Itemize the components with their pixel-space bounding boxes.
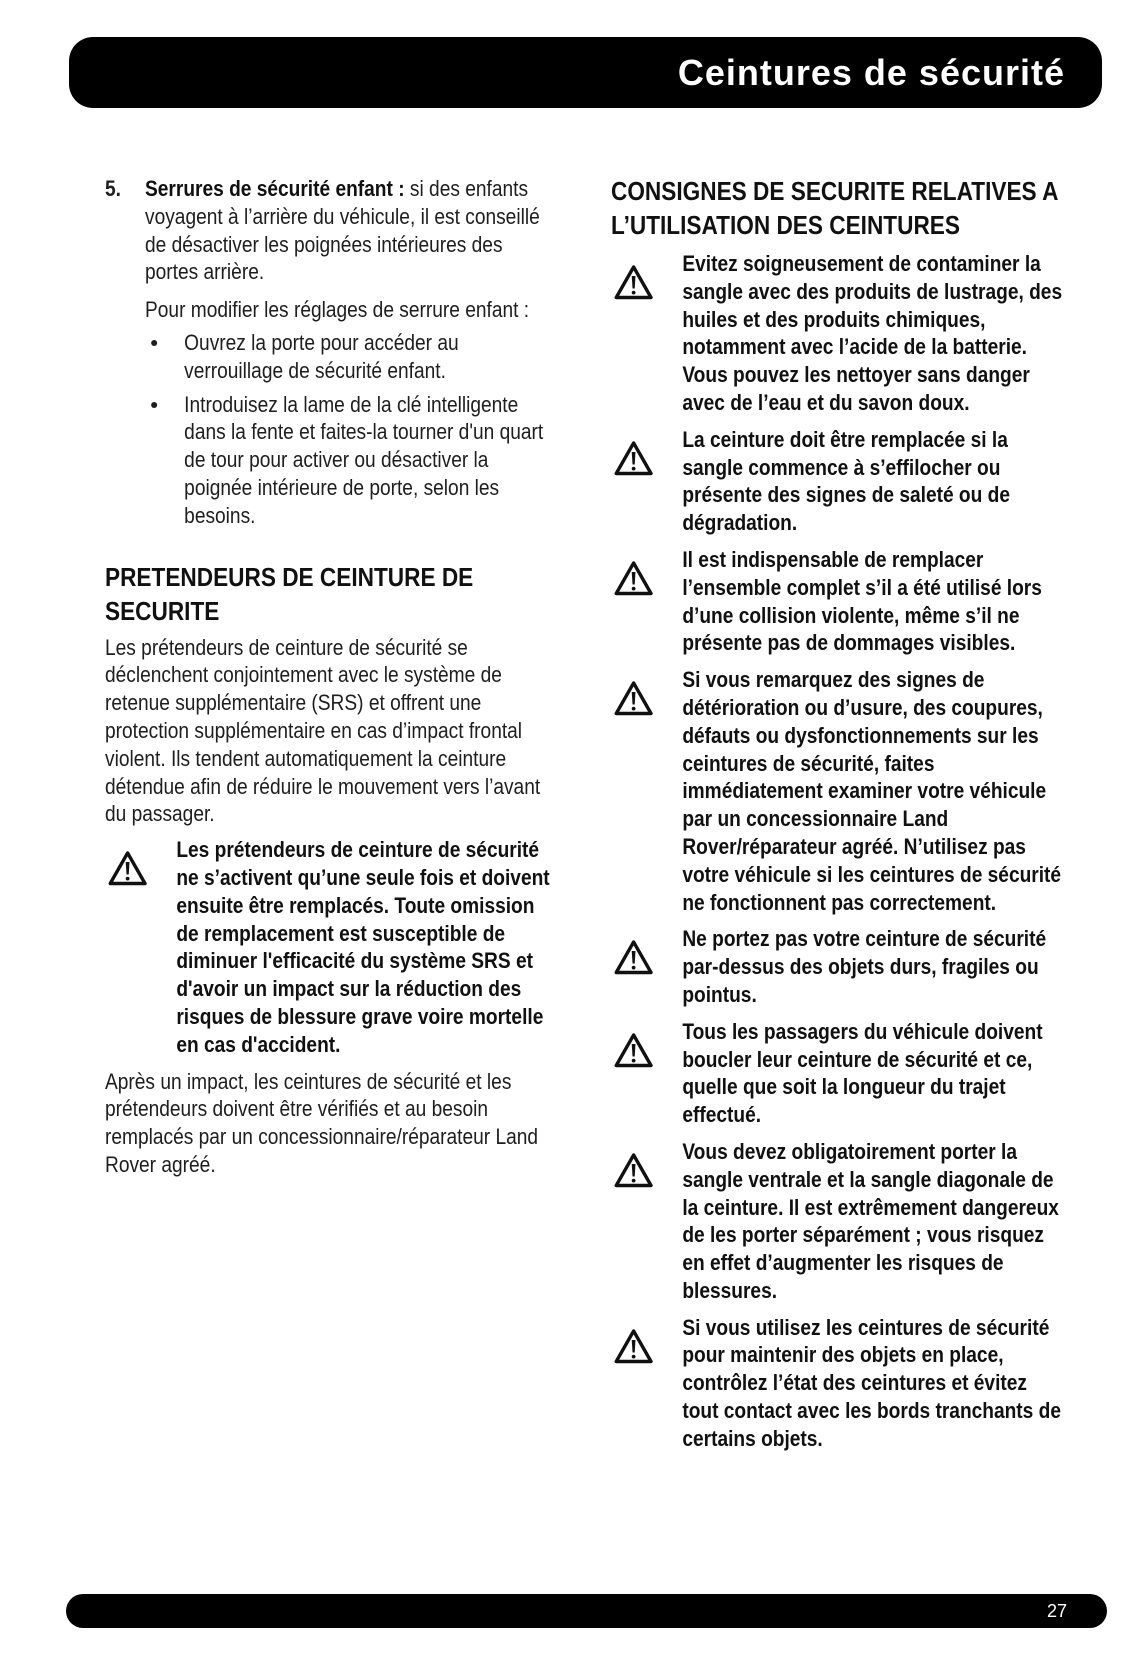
warning-note — [611, 1138, 1066, 1305]
warning-text: Evitez soigneusement de contaminer la sangle avec des produits de lustrage, des huiles et des produits chimiques, notamment avec l’acide de la batterie. Vous pouvez les nettoyer sans danger avec de l’eau et du savon doux. — [682, 251, 1063, 415]
warning-note — [611, 1314, 1066, 1453]
warning-note — [611, 426, 1066, 537]
after-impact-text: Après un impact, les ceintures de sécurité et les prétendeurs doivent être vérifiés et au besoin remplacés par un concessionnaire/réparateur Land Rover agréé. — [105, 1068, 539, 1177]
warning-text: Tous les passagers du véhicule doivent boucler leur ceinture de sécurité et ce, quelle que soit la longueur du trajet effectué. — [682, 1018, 1043, 1128]
warning-text: La ceinture doit être remplacée si la sangle commence à s’effilocher ou présente des signes de saleté ou de dégradation. — [682, 426, 1010, 536]
bullet-dot-icon — [151, 402, 157, 408]
page-title: Ceintures de sécurité — [677, 52, 1065, 93]
warning-triangle-icon — [613, 679, 655, 717]
header-bar — [69, 37, 1102, 108]
warning-text: Si vous utilisez les ceintures de sécurité pour maintenir des objets en place, contrôlez l’état des ceintures et évitez tout contact avec les bords tranchants de certains objets. — [682, 1314, 1061, 1451]
item-number: 5. — [105, 176, 121, 201]
page-number: 27 — [1046, 1601, 1067, 1621]
bullet-item — [105, 329, 560, 385]
warning-triangle-icon — [613, 1151, 655, 1189]
numbered-item-5 — [105, 175, 560, 286]
item-text: si des enfants voyagent à l’arrière du véhicule, il est conseillé de désactiver les poignées intérieures des portes arrière. — [145, 176, 540, 285]
item-title: Serrures de sécurité enfant : — [145, 176, 405, 201]
bullet-text: Ouvrez la porte pour accéder au verrouillage de sécurité enfant. — [184, 329, 459, 383]
warning-note — [611, 250, 1066, 417]
warning-text: Il est indispensable de remplacer l’ensemble complet s’il a été utilisé lors d’une collision violente, même s’il ne présente pas de dommages visibles. — [682, 546, 1042, 656]
right-column — [611, 174, 1066, 1453]
bullet-dot-icon — [151, 340, 157, 346]
bullet-list — [105, 329, 560, 530]
warning-text: Les prétendeurs de ceinture de sécurité ne s’activent qu’une seule fois et doivent ensuite être remplacés. Toute omission de remplacement est susceptible de diminuer l'efficacité du système SRS et d'avoir un impact sur la réduction des risques de blessure grave voire mortelle en cas d'accident. — [176, 837, 550, 1057]
warning-note — [611, 546, 1066, 657]
warning-text: Vous devez obligatoirement porter la sangle ventrale et la sangle diagonale de la ceinture. Il est extrêmement dangereux de les porter séparément ; vous risquez en effet d’augmenter les risques de blessures. — [682, 1138, 1059, 1303]
warning-note — [611, 1018, 1066, 1129]
section-heading-pretendeurs: PRETENDEURS DE CEINTURE DE SECURITE — [105, 561, 474, 626]
warning-note — [611, 666, 1066, 916]
warning-text: Ne portez pas votre ceinture de sécurité par-dessus des objets durs, fragiles ou pointus. — [682, 926, 1047, 1007]
warning-triangle-icon — [613, 1327, 655, 1365]
pretendeurs-description: Les prétendeurs de ceinture de sécurité se déclenchent conjointement avec le système de retenue supplémentaire (SRS) et offrent une protection supplémentaire en cas d’impact frontal violent. Ils tendent automatiquement la ceinture détendue afin de réduire le mouvement vers l’avant du passager. — [105, 634, 541, 827]
warning-triangle-icon — [613, 559, 655, 597]
section-heading-consignes: CONSIGNES DE SECURITE RELATIVES A L’UTILISATION DES CEINTURES — [611, 176, 1058, 240]
warning-triangle-icon — [613, 439, 655, 477]
instruction-text: Pour modifier les réglages de serrure enfant : — [145, 297, 530, 323]
bullet-text: Introduisez la lame de la clé intelligente dans la fente et faites-la tourner d'un quart de tour pour activer ou désactiver la poignée intérieure de porte, selon les besoins. — [184, 391, 544, 528]
left-column — [105, 175, 560, 1179]
warning-triangle-icon — [613, 1031, 655, 1069]
warning-note — [105, 836, 560, 1058]
bullet-item — [105, 391, 560, 530]
warning-triangle-icon — [613, 263, 655, 301]
warning-text: Si vous remarquez des signes de détérioration ou d’usure, des coupures, défauts ou dysfonctionnements sur les ceintures de sécurité, faites immédiatement examiner votre véhicule par un concessionnaire Land Rover/réparateur agréé. N’utilisez pas votre véhicule si les ceintures de sécurité ne fonctionnent pas correctement. — [682, 667, 1062, 915]
footer-bar — [66, 1594, 1107, 1628]
warning-triangle-icon — [613, 938, 655, 976]
warning-triangle-icon — [107, 849, 149, 887]
warning-note — [611, 925, 1066, 1008]
